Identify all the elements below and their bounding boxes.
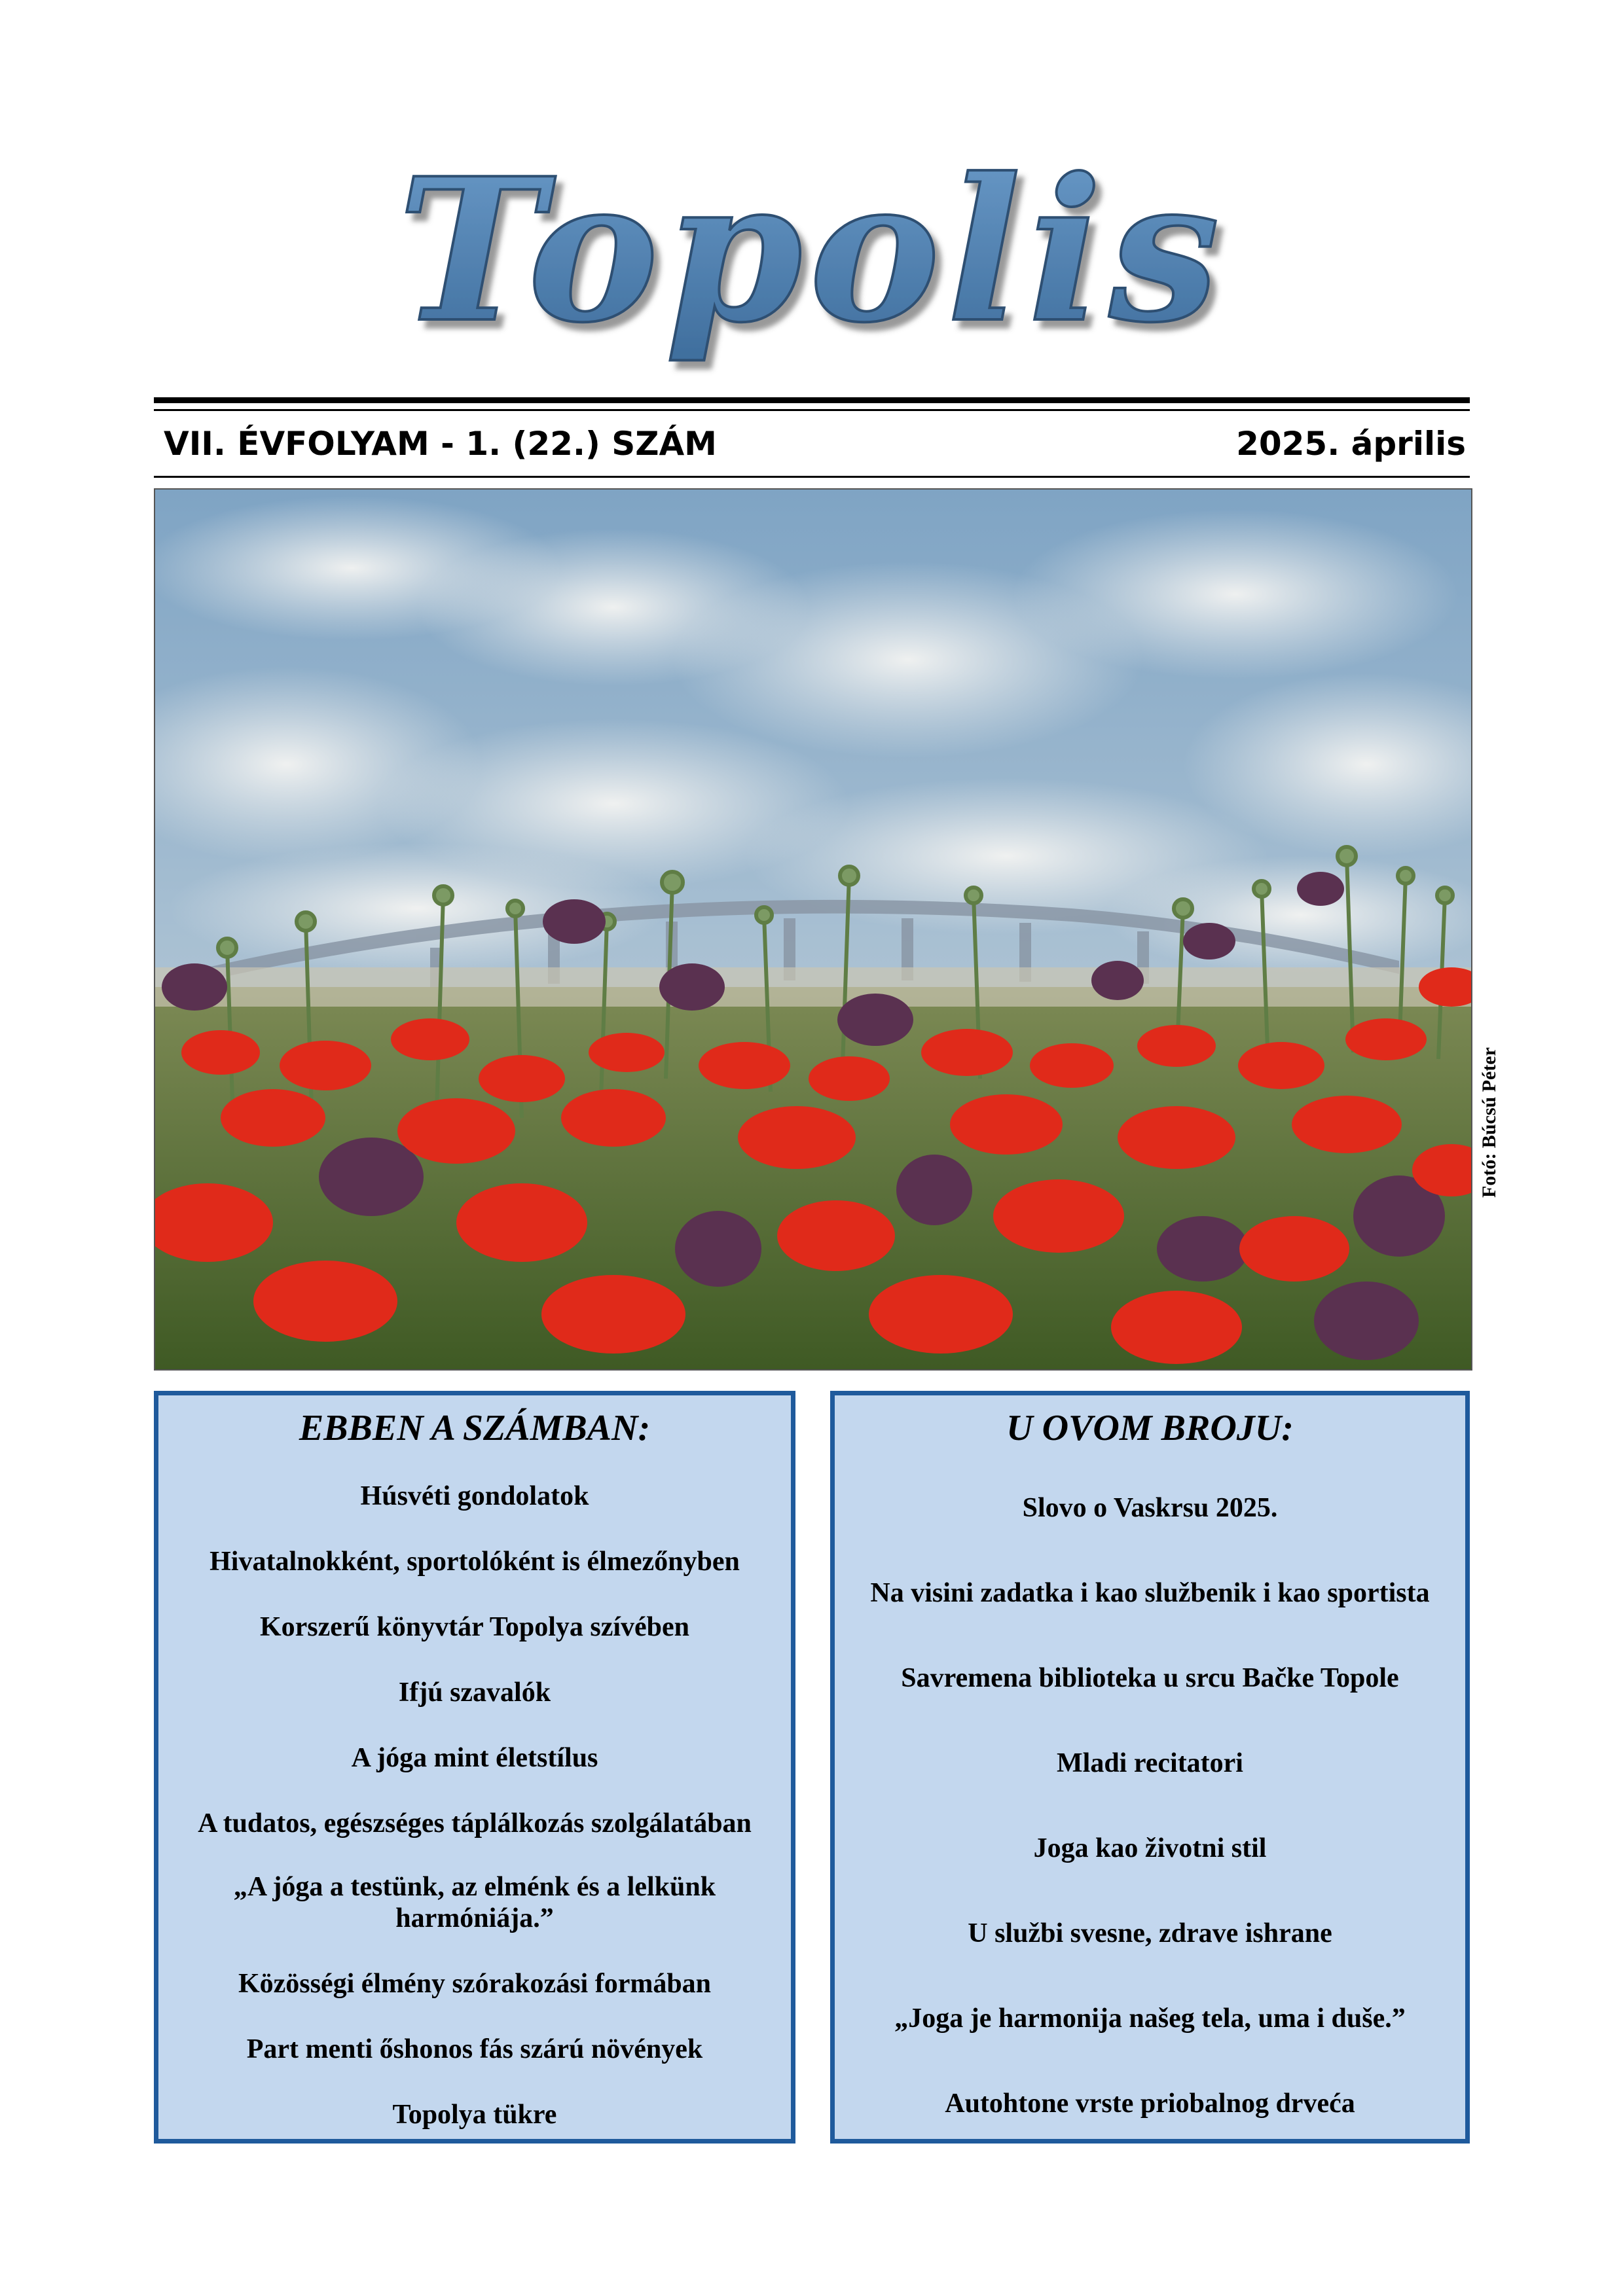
photo-credit: Fotó: Búcsú Péter [1478,1047,1500,1198]
contents-item: Ifjú szavalók [398,1677,551,1708]
contents-item: Savremena biblioteka u srcu Bačke Topole [901,1663,1399,1693]
contents-box-sr [830,1391,1470,2144]
contents-item: Autohtone vrste priobalnog drveća [945,2089,1355,2119]
contents-item: „Joga je harmonija našeg tela, uma i duše.” [894,2003,1406,2034]
contents-item: harmóniája.” [395,1903,554,1933]
masthead-rule-thin [154,409,1470,411]
issue-volume: VII. ÉVFOLYAM - 1. (22.) SZÁM [164,425,717,463]
cover-photo [154,488,1472,1371]
contents-item: Joga kao životni stil [1033,1833,1267,1863]
masthead-rule-thick [154,397,1470,403]
contents-item: Mladi recitatori [1057,1748,1243,1778]
contents-item: Na visini zadatka i kao službenik i kao sportista [870,1578,1430,1608]
contents-item: A jóga mint életstílus [351,1743,598,1773]
issue-rule [154,476,1470,478]
contents-item: U službi svesne, zdrave ishrane [968,1918,1332,1948]
contents-item: Slovo o Vaskrsu 2025. [1022,1493,1278,1523]
contents-heading-sr: U OVOM BROJU: [1006,1408,1294,1448]
contents-item: Part menti őshonos fás szárú növények [246,2034,703,2064]
contents-item: A tudatos, egészséges táplálkozás szolgálatában [198,1808,752,1839]
contents-item: Húsvéti gondolatok [360,1481,589,1511]
issue-date: 2025. április [1236,425,1466,463]
masthead-title: Topolis [397,151,1226,366]
contents-box-hu [154,1391,795,2144]
contents-item: Hivatalnokként, sportolóként is élmezőnyben [210,1547,740,1577]
contents-item: Korszerű könyvtár Topolya szívében [259,1612,690,1642]
contents-heading-hu: EBBEN A SZÁMBAN: [299,1408,651,1448]
contents-item: Közösségi élmény szórakozási formában [238,1969,712,1999]
masthead-logo [154,151,1470,399]
contents-item: „A jóga a testünk, az elménk és a lelkünk [233,1872,716,1902]
issue-line [164,418,1466,470]
contents-item: Topolya tükre [392,2100,557,2130]
